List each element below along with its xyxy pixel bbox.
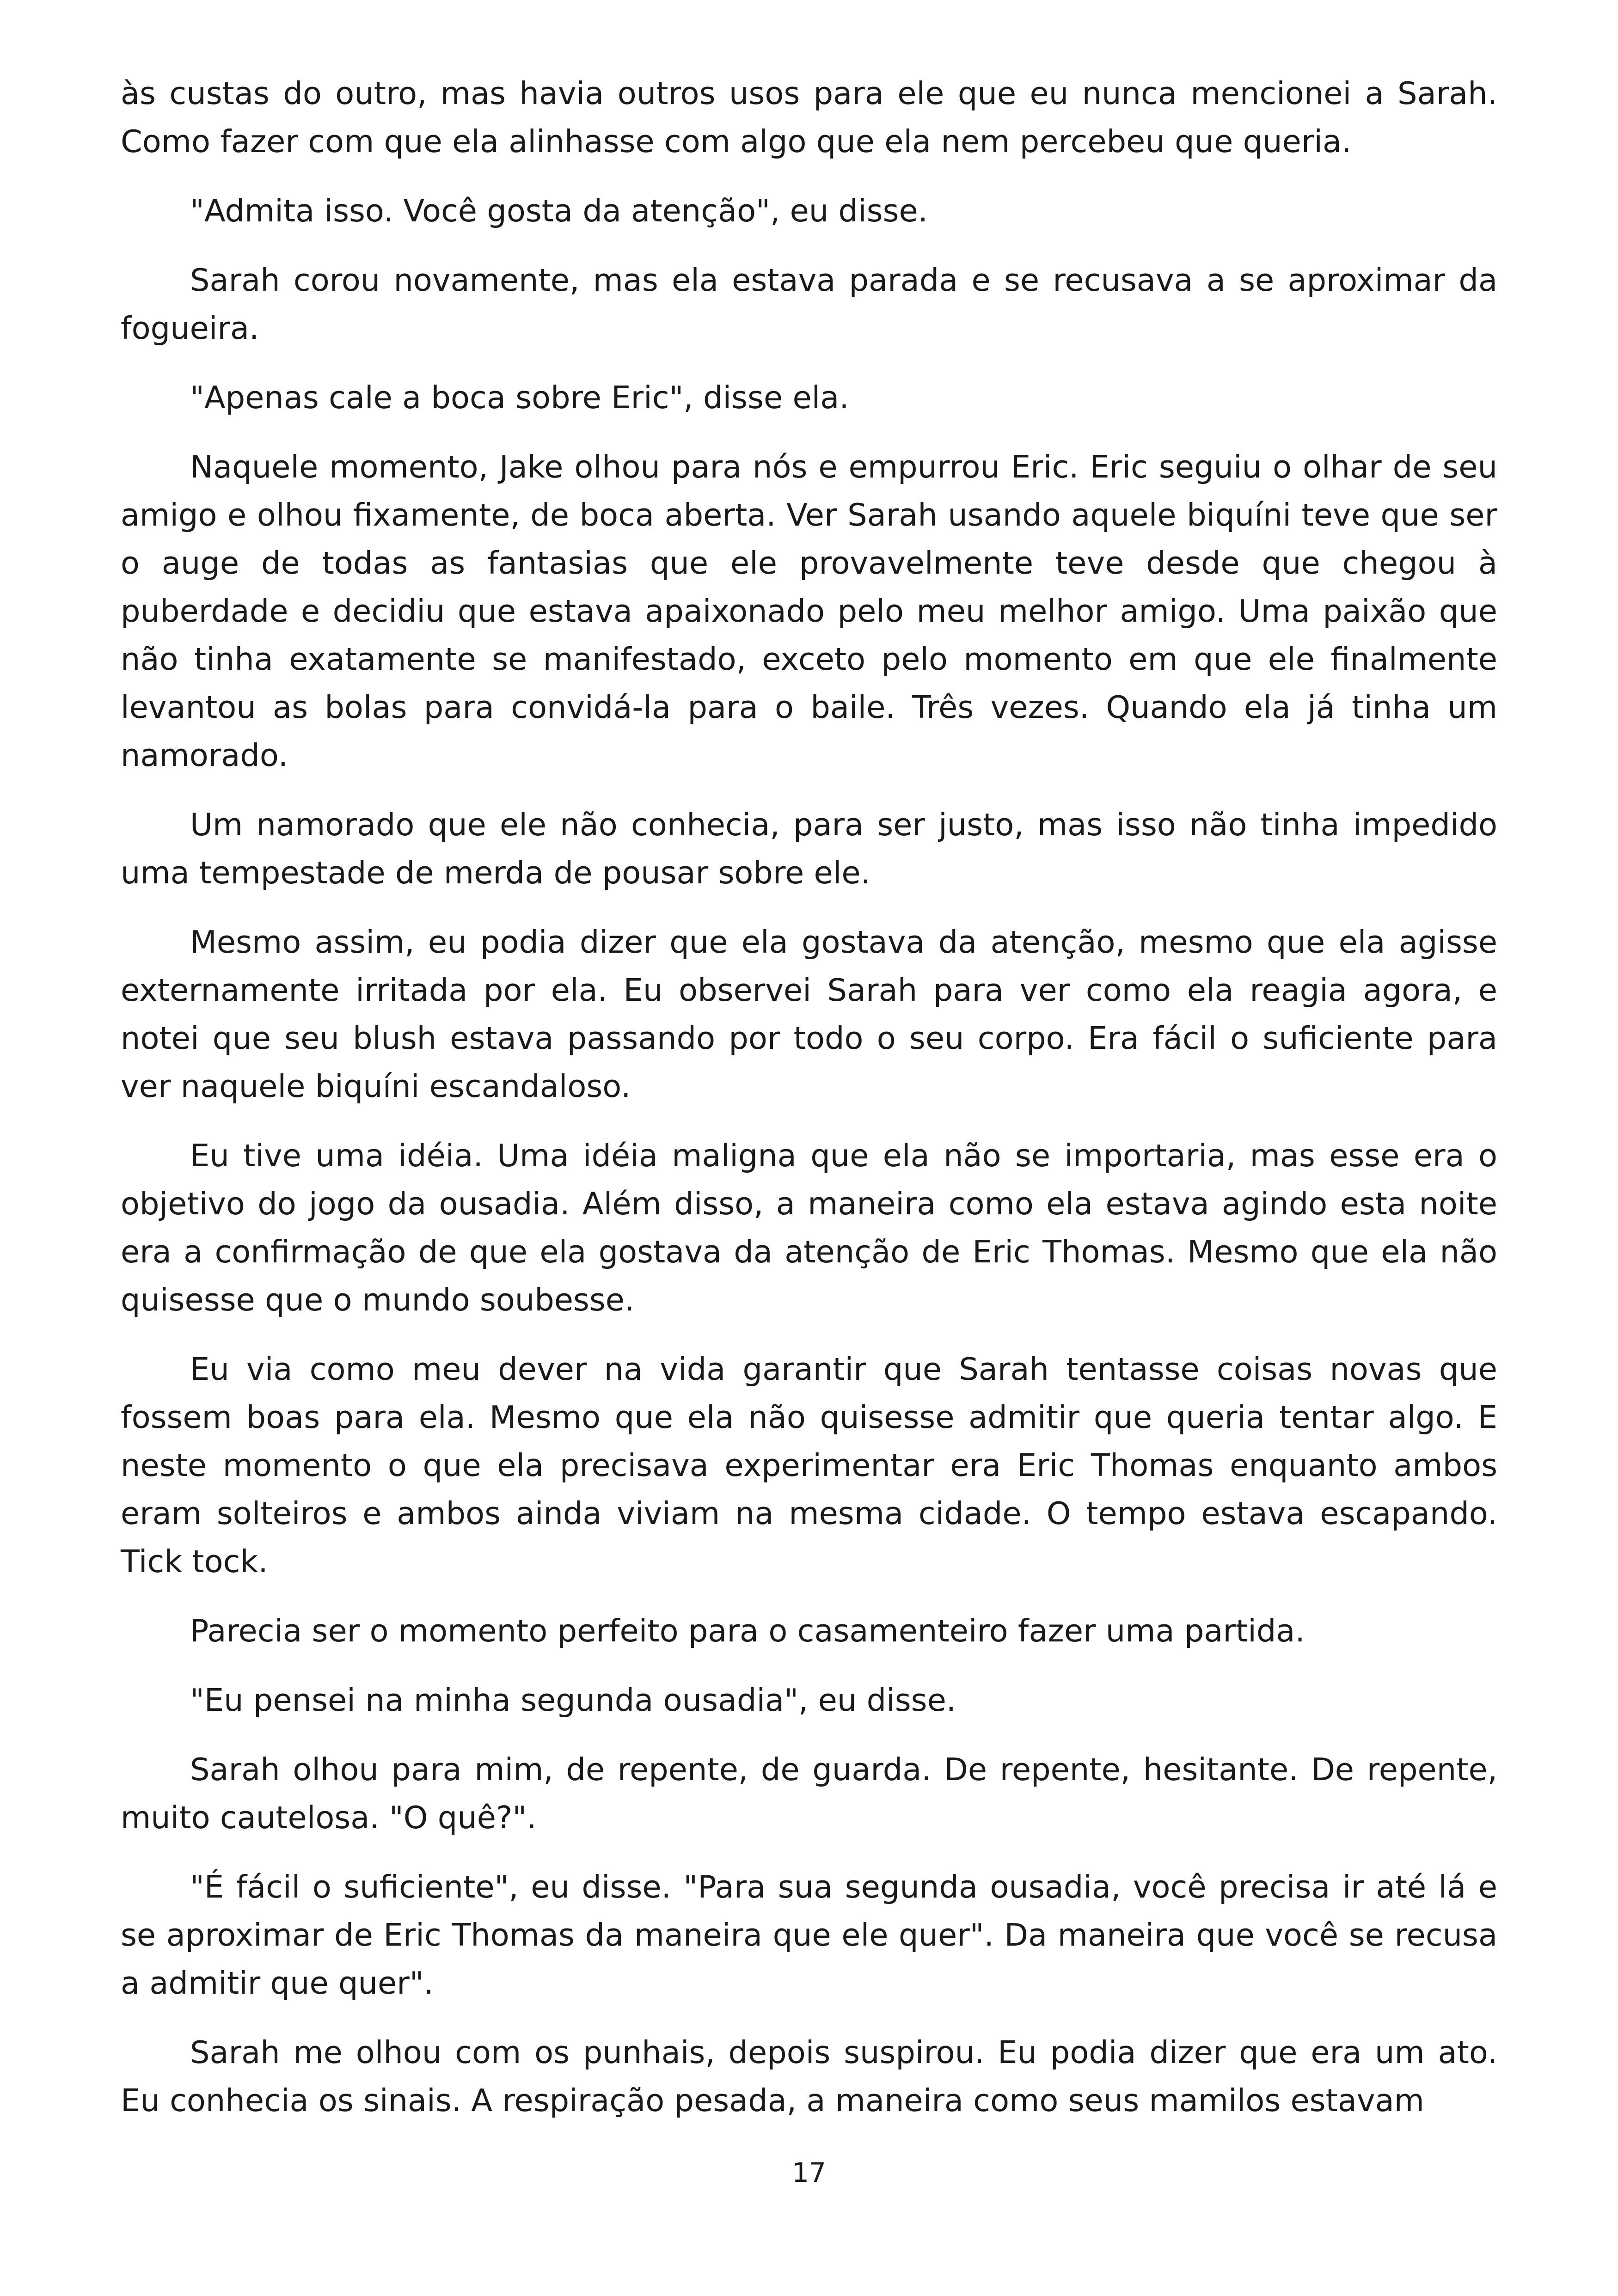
paragraph-10: Parecia ser o momento perfeito para o casamenteiro fazer uma partida. <box>190 1613 1305 1649</box>
paragraph-6: Um namorado que ele não conhecia, para ser justo, mas isso não tinha impedido uma tempestade de merda de pousar sobre ele. <box>121 807 1497 891</box>
body-text <box>121 69 1497 2125</box>
paragraph-13: "É fácil o suficiente", eu disse. "Para sua segunda ousadia, você precisa ir até lá e se aproximar de Eric Thomas da maneira que ele quer". Da maneira que você se recusa a admitir que quer". <box>121 1869 1497 2001</box>
paragraph-5: Naquele momento, Jake olhou para nós e empurrou Eric. Eric seguiu o olhar de seu amigo e olhou fixamente, de boca aberta. Ver Sarah usando aquele biquíni teve que ser o auge de todas as fantasias que ele provavelmente teve desde que chegou à puberdade e decidiu que estava apaixonado pelo meu melhor amigo. Uma paixão que não tinha exatamente se manifestado, exceto pelo momento em que ele finalmente levantou as bolas para convidá-la para o baile. Três vezes. Quando ela já tinha um namorado. <box>121 449 1497 773</box>
paragraph-14: Sarah me olhou com os punhais, depois suspirou. Eu podia dizer que era um ato. Eu conhecia os sinais. A respiração pesada, a maneira como seus mamilos estavam <box>121 2034 1497 2118</box>
paragraph-7: Mesmo assim, eu podia dizer que ela gostava da atenção, mesmo que ela agisse externamente irritada por ela. Eu observei Sarah para ver como ela reagia agora, e notei que seu blush estava passando por todo o seu corpo. Era fácil o suficiente para ver naquele biquíni escandaloso. <box>121 924 1497 1104</box>
paragraph-3: Sarah corou novamente, mas ela estava parada e se recusava a se aproximar da fogueira. <box>121 262 1497 346</box>
paragraph-2: "Admita isso. Você gosta da atenção", eu disse. <box>190 193 928 229</box>
paragraph-11: "Eu pensei na minha segunda ousadia", eu disse. <box>190 1682 956 1718</box>
paragraph-12: Sarah olhou para mim, de repente, de guarda. De repente, hesitante. De repente, muito cautelosa. "O quê?". <box>121 1751 1497 1836</box>
page-number: 17 <box>792 2157 826 2188</box>
paragraph-1: às custas do outro, mas havia outros usos para ele que eu nunca mencionei a Sarah. Como fazer com que ela alinhasse com algo que ela nem percebeu que queria. <box>121 75 1497 159</box>
paragraph-4: "Apenas cale a boca sobre Eric", disse ela. <box>190 380 849 416</box>
paragraph-8: Eu tive uma idéia. Uma idéia maligna que ela não se importaria, mas esse era o objetivo do jogo da ousadia. Além disso, a maneira como ela estava agindo esta noite era a confirmação de que ela gostava da atenção de Eric Thomas. Mesmo que ela não quisesse que o mundo soubesse. <box>121 1138 1497 1318</box>
paragraph-9: Eu via como meu dever na vida garantir que Sarah tentasse coisas novas que fossem boas para ela. Mesmo que ela não quisesse admitir que queria tentar algo. E neste momento o que ela precisava experimentar era Eric Thomas enquanto ambos eram solteiros e ambos ainda viviam na mesma cidade. O tempo estava escapando. Tick tock. <box>121 1351 1497 1580</box>
